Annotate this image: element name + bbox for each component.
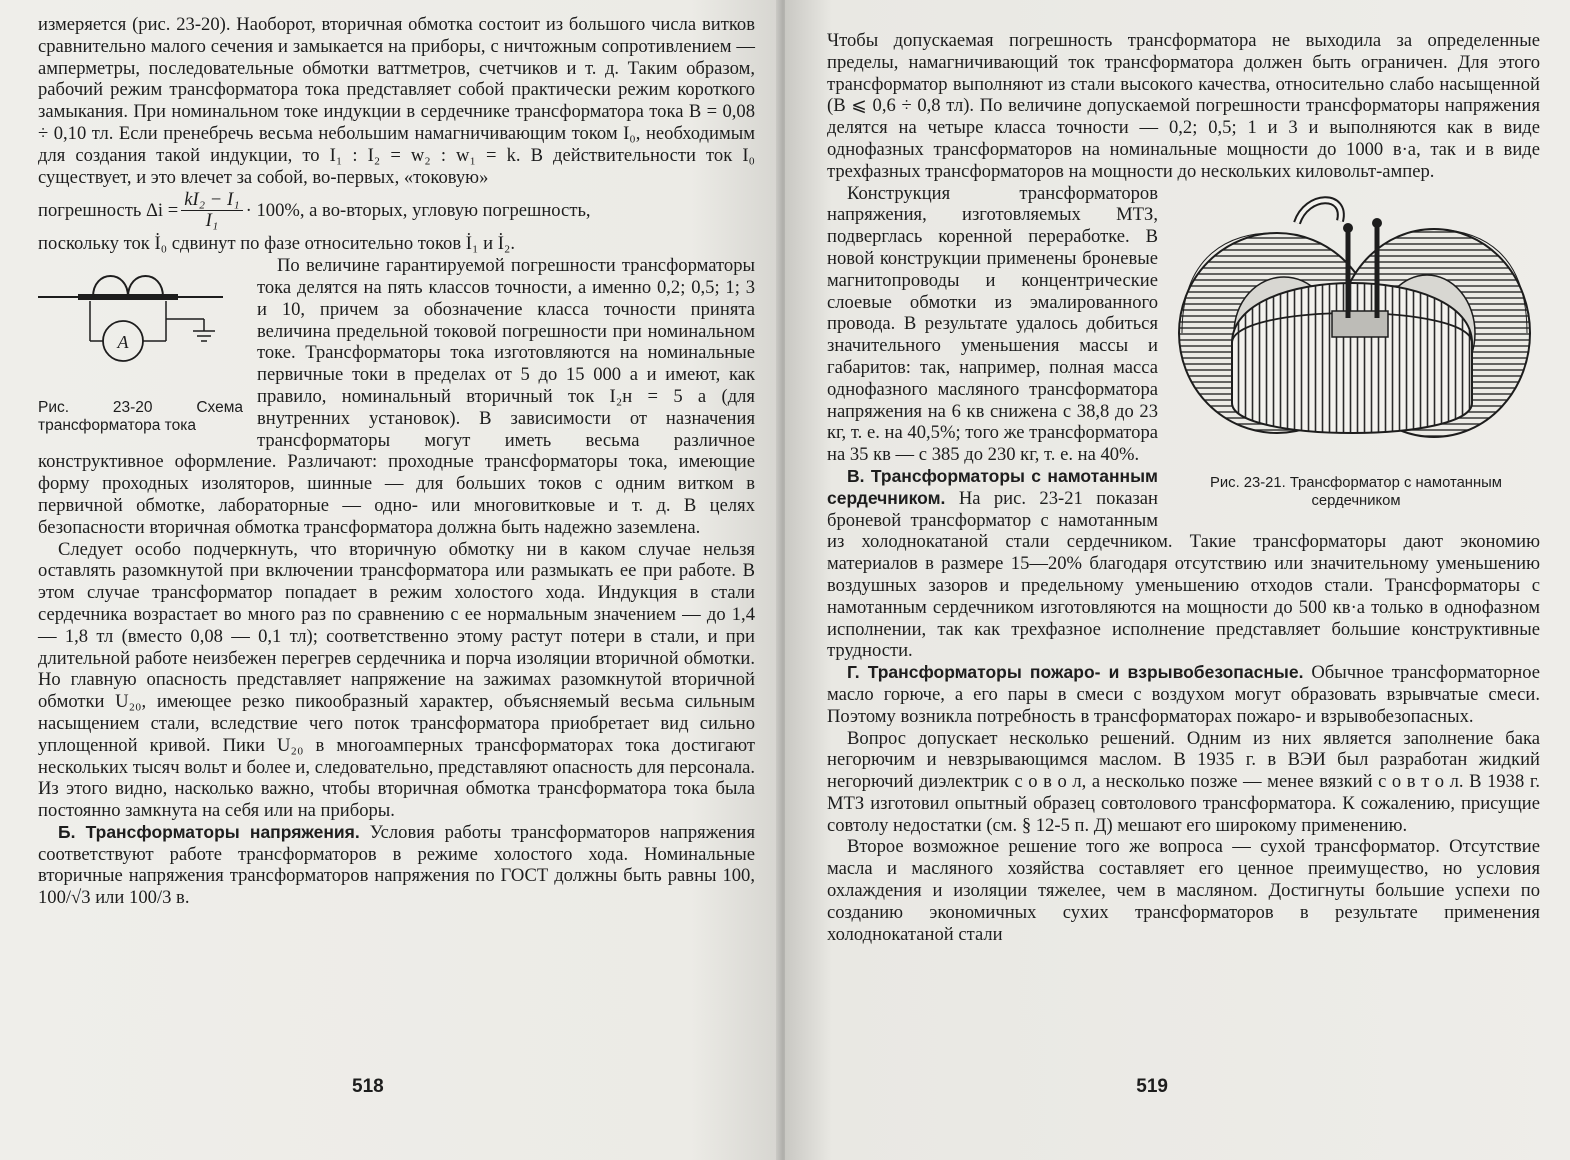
wound-core-transformer-drawing: [1172, 193, 1532, 458]
formula-denominator: I₁: [205, 210, 219, 232]
paragraph-magnetizing-current: Чтобы допускаемая погрешность трансформатора не выходила за определенные пределы, намагничивающий ток трансформатора должен быть ограничен. Для этого трансформатор выполняют из стали высокого качества, относительно слабо насыщенной (B ⩽ 0,6 ÷ 0,8 тл). По величине допускаемой погрешности трансформаторы напряжения делятся на четыре класса точности — 0,2; 0,5; 1 и 3 и выполняются как в виде однофазных трансформаторов на номинальные мощности до 1000 в·а, так и в виде трехфазных трансформаторов на мощности до нескольких киловольт-ампер.: [827, 30, 1540, 182]
page-519: [785, 0, 1570, 1160]
section-title-fireproof: Г. Трансформаторы пожаро- и взрывобезопасные.: [847, 662, 1304, 683]
paragraph-accuracy-classes: По величине гарантируемой погрешности трансформаторы тока делятся на пять классов точности, а именно 0,2; 0,5; 1; 3 и 10, причем за обозначение класса точности принята величина предельной токовой погрешности при номинальном токе. Трансформаторы тока изготовляются на номинальные первичные токи в пределах от 5 до 15 000 а и имеют, как правило, номинальный вторичный ток I₂н = 5 а (для внутренних установок). В зависимости от назначения трансформаторы могут иметь весьма различное конструктивное оформление. Различают: проходные трансформаторы тока, имеющие форму проходных изоляторов, шинные — для больших токов с одним витком в первичной обмотке, лабораторные — одно- или многовитковые и т. д. В целях безопасности вторичная обмотка трансформатора должна быть надежно заземлена.: [38, 255, 755, 538]
paragraph-fireproof: [827, 662, 1540, 727]
paragraph-phase-shift: поскольку ток İ₀ сдвинут по фазе относительно токов İ₁ и İ₂.: [38, 233, 516, 255]
page-number-left: 518: [352, 1076, 384, 1097]
figure-23-21-caption: Рис. 23-21. Трансформатор с намотанным сердечником: [1210, 474, 1502, 509]
section-text-voltage-transformers: Условия работы трансформаторов напряжения соответствуют работе трансформаторов в режиме холостого хода. Номинальные вторичные напряжения трансформаторов напряжения по ГОСТ должны быть равны 100, 100/√3 или 100/3 в.: [38, 821, 755, 909]
paragraph-mtz-design: Конструкция трансформаторов напряжения, изготовляемых МТЗ, подверглась коренной переработке. В новой конструкции применены броневые магнитопроводы и концентрические слоевые обмотки из эмалированного провода. В результате удалось добиться значительного уменьшения массы и габаритов: так, например, полная масса однофазного масляного трансформатора напряжения на 6 кв снижена с 38,8 до 23 кг, т. е. на 40,5%; того же трансформатора на 35 кв — с 385 до 230 кг, т. е. на 40%.: [827, 182, 1158, 466]
paragraph-current-transformer-mode: измеряется (рис. 23-20). Наоборот, вторичная обмотка состоит из большого числа витков сравнительно малого сечения и замыкается на приборы, с ничтожным сопротивлением — амперметры, последовательные обмотки ваттметров, счетчиков и т. д. Таким образом, рабочий режим трансформатора тока представляет собой практически режим короткого замыкания. При номинальном токе индукции в сердечнике трансформатора тока B = 0,08 ÷ 0,10 тл. Если пренебречь весьма небольшим намагничивающим током I₀, необходимым для создания такой индукции, то I₁ : I₂ = w₂ : w₁ = k. В действительности ток I₀ существует, и это влечет за собой, во-первых, «токовую»: [38, 14, 755, 188]
figure-23-20-caption: Рис. 23-20 Схема трансформатора тока: [38, 399, 243, 435]
figure-23-21: [1172, 193, 1540, 510]
section-title-wound-core: В. Трансформаторы с намотанным сердечником.: [827, 465, 1158, 508]
section-text-wound-core: На рис. 23-21 показан броневой трансформатор с намотанным из холоднокатаной стали сердечником. Такие трансформаторы дают экономию материалов в размере 15—20% благодаря отсутствию или значительному уменьшению воздушных зазоров и предельному уменьшению отходов стали. Трансформаторы с намотанным сердечником изготовляются на мощности до 500 кв·а только в однофазном исполнении, так как трехфазное исполнение представляет большие конструктивные трудности.: [827, 487, 1540, 662]
paragraph-sovol: Вопрос допускает несколько решений. Одним из них является заполнение бака негорючим и невзрывающимся маслом. В 1935 г. в ВЭИ был разработан жидкий негорючий диэлектрик с о в о л, а несколько позже — менее вязкий с о в т о л. В 1938 г. МТЗ изготовил опытный образец совтолового трансформатора. К сожалению, присущие совтолу недостатки (см. § 12-5 п. Д) мешают его широкому применению.: [827, 727, 1540, 836]
current-transformer-schematic: [38, 259, 238, 369]
figure-23-20: [38, 259, 243, 435]
ammeter-label: A: [117, 332, 129, 353]
error-formula: [38, 190, 755, 231]
formula-numerator: kI₂ − I₁: [181, 190, 242, 211]
formula-prefix: погрешность Δi =: [38, 199, 179, 221]
page-number-right: 519: [1136, 1076, 1168, 1097]
section-text-fireproof: Обычное трансформаторное масло горюче, а его пары в смеси с воздухом могут образовать взрывчатые смеси. Поэтому возникла потребность в трансформаторах пожаро- и взрывобезопасных.: [827, 662, 1540, 727]
paragraph-voltage-transformers: [38, 822, 755, 909]
formula-suffix: · 100%, а во-вторых, угловую погрешность,: [245, 199, 591, 221]
paragraph-dry-transformer: Второе возможное решение того же вопроса — сухой трансформатор. Отсутствие масла и масляного хозяйства составляет его ценное преимущество, но условия охлаждения и изоляции тяжелее, чем в масляном. Достигнуты большие успехи по созданию экономичных сухих трансформаторов в результате применения холоднокатаной стали: [827, 836, 1540, 945]
section-title-voltage-transformers: Б. Трансформаторы напряжения.: [58, 821, 360, 842]
formula-fraction: [181, 190, 242, 231]
paragraph-open-secondary-danger: Следует особо подчеркнуть, что вторичную обмотку ни в каком случае нельзя оставлять разомкнутой при включении трансформатора или размыкать ее при работе. В этом случае трансформатор попадает в режим холостого хода. Индукция в стали сердечника возрастает во много раз по сравнению с ее нормальным значением — до 1,4 — 1,8 тл (вместо 0,08 — 0,1 тл); соответственно этому растут потери в стали, и при длительной работе неизбежен перегрев сердечника и порча изоляции вторичной обмотки. Но главную опасность представляет напряжение на зажимах разомкнутой вторичной обмотки U₂₀, имеющее резко пикообразный характер, объясняемый весьма сильным насыщением стали, вследствие чего поток трансформатора приобретает вид сильно уплощенной кривой. Пики U₂₀ в многоамперных трансформаторах тока достигают нескольких тысяч вольт и более и, следовательно, представляют опасность для персонала. Из этого видно, насколько важно, чтобы вторичная обмотка трансформатора тока была постоянно замкнута на себя или на приборы.: [38, 538, 755, 822]
